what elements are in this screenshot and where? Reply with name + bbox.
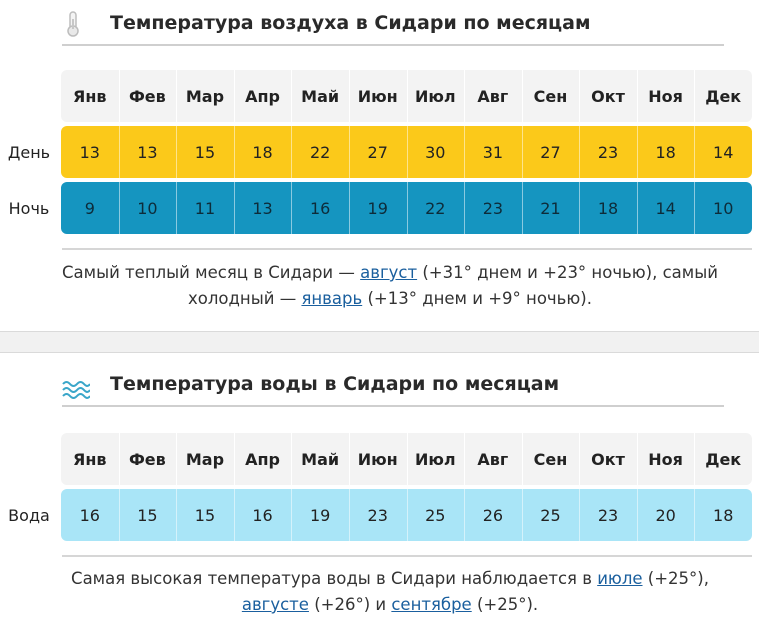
water-temperature-cell: 16 [252,505,273,525]
cell-separator [407,433,408,485]
day-temperature-cell: 23 [597,142,619,162]
cell-separator [234,489,235,541]
air-day-row [61,126,752,178]
cell-separator [522,70,523,122]
night-temperature-cell: 21 [540,198,561,218]
air-summary-text-3: (+13° днем и +9° ночью). [362,289,592,308]
cell-separator [176,70,177,122]
night-temperature-cell: 23 [482,198,504,218]
water-table-divider [62,555,752,557]
cell-separator [119,70,120,122]
water-row-label: Вода [8,505,50,525]
cell-separator [349,182,350,234]
cell-separator [637,433,638,485]
cell-separator [234,70,235,122]
night-row-label: Ночь [8,198,50,218]
cell-separator [176,182,177,234]
thermometer-icon [62,10,88,38]
month-header-cell: Дек [705,449,742,469]
cell-separator [522,182,523,234]
cell-separator [579,433,580,485]
day-temperature-cell: 18 [655,142,676,162]
water-temperature-cell: 15 [137,505,158,525]
cell-separator [522,489,523,541]
night-temperature-cell: 11 [194,198,216,218]
cell-separator [349,126,350,178]
cell-separator [464,489,465,541]
water-temperature-cell: 23 [597,505,619,525]
month-header-cell: Май [301,449,340,469]
month-header-cell: Сен [533,86,568,106]
water-temperature-cell: 16 [79,505,100,525]
water-summary-text-3: (+26°) и [308,595,392,614]
air-months-header [61,70,752,122]
day-temperature-cell: 27 [540,142,561,162]
cell-separator [694,433,695,485]
day-row-label: День [7,142,51,162]
cell-separator [291,126,292,178]
day-temperature-cell: 31 [482,142,504,162]
cell-separator [119,126,120,178]
air-night-row [61,182,752,234]
cell-separator [407,182,408,234]
water-section-header [62,365,724,407]
month-header-cell: Авг [477,449,509,469]
day-temperature-cell: 15 [194,142,216,162]
cell-separator [464,182,465,234]
cell-separator [291,489,292,541]
cell-separator [407,126,408,178]
month-header-cell: Янв [73,449,107,469]
cell-separator [119,489,120,541]
cell-separator [119,433,120,485]
month-header-cell: Авг [477,86,509,106]
night-temperature-cell: 16 [309,198,331,218]
cell-separator [234,433,235,485]
cell-separator [522,126,523,178]
cell-separator [694,182,695,234]
water-summary-text-4: (+25°). [471,595,539,614]
cell-separator [291,182,292,234]
day-temperature-cell: 27 [367,142,388,162]
august-link[interactable]: август [360,263,418,282]
water-temperature-cell: 23 [367,505,388,525]
month-header-cell: Мар [185,449,225,469]
cell-separator [349,70,350,122]
cell-separator [637,489,638,541]
cell-separator [119,182,120,234]
cell-separator [464,126,465,178]
night-temperature-cell: 10 [713,198,734,218]
cell-separator [694,489,695,541]
month-header-cell: Июн [357,86,398,106]
cell-separator [694,126,695,178]
day-temperature-cell: 30 [425,142,446,162]
section-divider [0,331,759,353]
water-temperature-cell: 25 [540,505,561,525]
month-header-cell: Июн [357,449,398,469]
water-summary-text-2: (+25°), [642,569,709,588]
cell-separator [637,126,638,178]
august-water-link[interactable]: августе [241,595,309,614]
july-link[interactable]: июле [597,569,643,588]
water-temperature-cell: 18 [713,505,734,525]
cell-separator [464,70,465,122]
air-section-title: Температура воздуха в Сидари по месяцам [110,12,591,34]
january-link[interactable]: январь [301,289,363,308]
day-temperature-cell: 13 [137,142,158,162]
cell-separator [176,433,177,485]
month-header-cell: Окт [591,86,625,106]
water-summary [40,566,740,618]
month-header-cell: Сен [533,449,568,469]
air-table-divider [62,248,752,250]
cell-separator [522,433,523,485]
day-temperature-cell: 22 [309,142,331,162]
cell-separator [579,182,580,234]
water-section-title: Температура воды в Сидари по месяцам [110,373,560,395]
water-temperature-cell: 15 [194,505,216,525]
night-temperature-cell: 19 [367,198,388,218]
water-temperature-cell: 25 [425,505,446,525]
air-summary [40,260,740,312]
air-section-header [62,4,724,46]
month-header-cell: Апр [245,86,280,106]
month-header-cell: Фев [128,86,166,106]
night-temperature-cell: 22 [425,198,446,218]
month-header-cell: Май [301,86,340,106]
cell-separator [349,489,350,541]
month-header-cell: Фев [128,449,166,469]
day-temperature-cell: 13 [79,142,100,162]
water-temperature-row [61,489,752,541]
month-header-cell: Окт [591,449,625,469]
cell-separator [637,182,638,234]
cell-separator [464,433,465,485]
day-temperature-cell: 18 [252,142,273,162]
cell-separator [234,182,235,234]
water-temperature-section [0,353,759,621]
month-header-cell: Мар [185,86,225,106]
air-summary-text-2: (+31° днем и +23° ночью), самый холодный — [188,263,718,308]
night-temperature-cell: 9 [84,198,95,218]
cell-separator [349,433,350,485]
day-temperature-cell: 14 [713,142,734,162]
month-header-cell: Июл [414,86,456,106]
month-header-cell: Ноя [648,449,683,469]
cell-separator [579,489,580,541]
month-header-cell: Янв [73,86,107,106]
air-summary-text-1: Самый теплый месяц в Сидари — [61,263,361,282]
month-header-cell: Июл [414,449,456,469]
night-temperature-cell: 13 [252,198,273,218]
cell-separator [579,70,580,122]
night-temperature-cell: 18 [597,198,619,218]
cell-separator [407,489,408,541]
cell-separator [694,70,695,122]
water-waves-icon [62,371,88,399]
month-header-cell: Дек [705,86,742,106]
cell-separator [176,489,177,541]
water-months-header [61,433,752,485]
water-temperature-cell: 26 [482,505,504,525]
night-temperature-cell: 14 [655,198,676,218]
month-header-cell: Ноя [648,86,683,106]
cell-separator [234,126,235,178]
cell-separator [407,70,408,122]
water-temperature-cell: 20 [655,505,676,525]
cell-separator [176,126,177,178]
cell-separator [291,433,292,485]
night-temperature-cell: 10 [137,198,158,218]
water-summary-text-1: Самая высокая температура воды в Сидари наблюдается в [71,569,598,588]
cell-separator [637,70,638,122]
month-header-cell: Апр [245,449,280,469]
cell-separator [579,126,580,178]
water-temperature-cell: 19 [309,505,331,525]
september-link[interactable]: сентябре [391,595,472,614]
cell-separator [291,70,292,122]
